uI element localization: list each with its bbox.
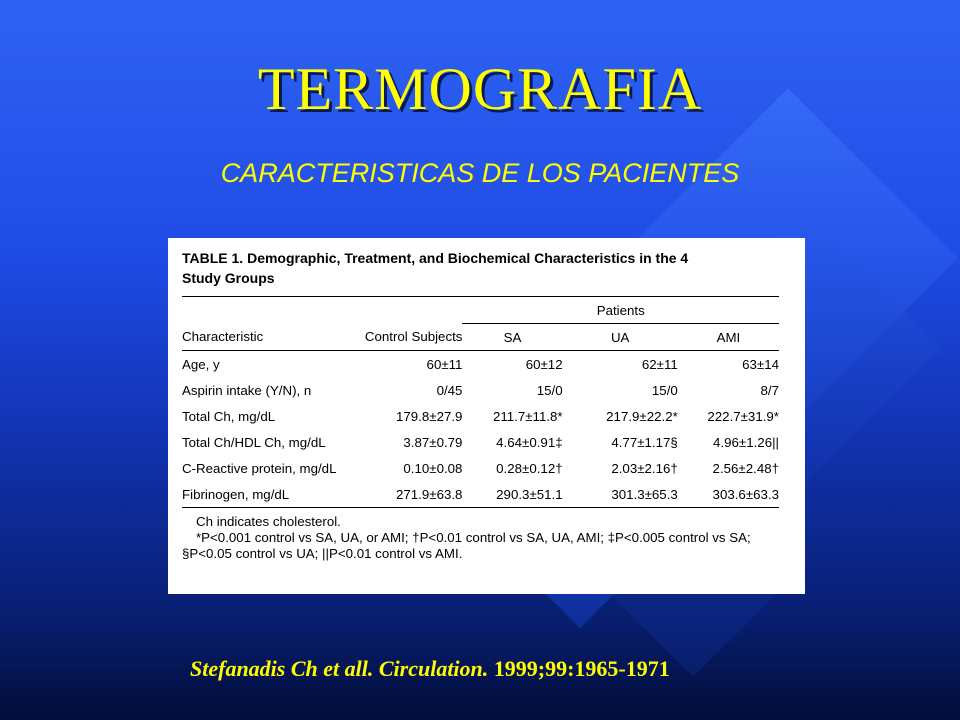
column-header: UA: [563, 324, 678, 351]
table-cell: 222.7±31.9*: [707, 408, 779, 424]
table-cell: Fibrinogen, mg/dL: [182, 481, 357, 508]
table-cell: C-Reactive protein, mg/dL: [182, 460, 337, 476]
table-cell: 2.56±2.48†: [712, 460, 779, 476]
table-cell: 301.3±65.3: [563, 481, 678, 508]
table-group-header-row: [182, 297, 779, 324]
table-cell: 8/7: [760, 382, 779, 398]
table-image: [168, 238, 805, 594]
column-header: Control Subjects: [357, 324, 462, 351]
table-cell: 4.96±1.26||: [713, 434, 779, 450]
table-cell: 15/0: [651, 382, 678, 398]
column-header: AMI: [678, 324, 779, 351]
table-cell: 0.28±0.12†: [496, 460, 563, 476]
table-row: [182, 377, 779, 403]
slide-title: TERMOGRAFIA: [257, 56, 703, 122]
table-cell: 4.64±0.91‡: [496, 434, 563, 450]
table-row: [182, 351, 779, 378]
table-cell: Total Ch/HDL Ch, mg/dL: [182, 434, 326, 450]
citation-year-pages: 1999;99:1965-1971: [488, 656, 670, 681]
table-row: [182, 403, 779, 429]
citation: [190, 656, 790, 682]
table-footnotes: [182, 514, 779, 562]
table-cell: 60±12: [525, 356, 563, 372]
table-row: [182, 455, 779, 481]
citation-authors-journal: Stefanadis Ch et all. Circulation.: [190, 656, 489, 681]
table-row: [182, 481, 779, 508]
table-cell: 63±14: [742, 356, 779, 372]
patients-group-header: Patients: [462, 297, 779, 324]
table-cell: 0/45: [436, 382, 463, 398]
table-header-row: [182, 324, 779, 351]
table-caption-line: Study Groups: [182, 270, 275, 286]
table-cell: 303.6±63.3: [678, 481, 779, 508]
table-cell: 217.9±22.2*: [606, 408, 678, 424]
table-cell: 4.77±1.17§: [611, 434, 678, 450]
column-header: Characteristic: [182, 324, 357, 351]
footnote: Ch indicates cholesterol.: [196, 514, 341, 529]
table-cell: Age, y: [182, 356, 220, 372]
table-cell: 2.03±2.16†: [611, 460, 678, 476]
table-row: [182, 429, 779, 455]
table-cell: 271.9±63.8: [357, 481, 462, 508]
table-cell: 3.87±0.79: [403, 434, 463, 450]
characteristics-table: [182, 296, 779, 508]
table-cell: Total Ch, mg/dL: [182, 408, 276, 424]
table-cell: 179.8±27.9: [396, 408, 463, 424]
table-cell: 60±11: [426, 356, 463, 372]
column-header: SA: [462, 324, 562, 351]
table-caption-line: TABLE 1. Demographic, Treatment, and Biochemical Characteristics in the 4: [182, 250, 689, 266]
table-cell: 0.10±0.08: [403, 460, 463, 476]
table-cell: 15/0: [536, 382, 563, 398]
table-caption: [182, 248, 779, 296]
table-cell: 290.3±51.1: [462, 481, 562, 508]
table-cell: Aspirin intake (Y/N), n: [182, 382, 312, 398]
slide-subtitle: CARACTERISTICAS DE LOS PACIENTES: [220, 158, 740, 188]
footnote: §P<0.05 control vs UA; ||P<0.01 control vs AMI.: [182, 546, 463, 561]
table-cell: 211.7±11.8*: [492, 408, 563, 424]
footnote: *P<0.001 control vs SA, UA, or AMI; †P<0.01 control vs SA, UA, AMI; ‡P<0.005 control vs SA;: [196, 530, 751, 545]
table-cell: 62±11: [641, 356, 678, 372]
